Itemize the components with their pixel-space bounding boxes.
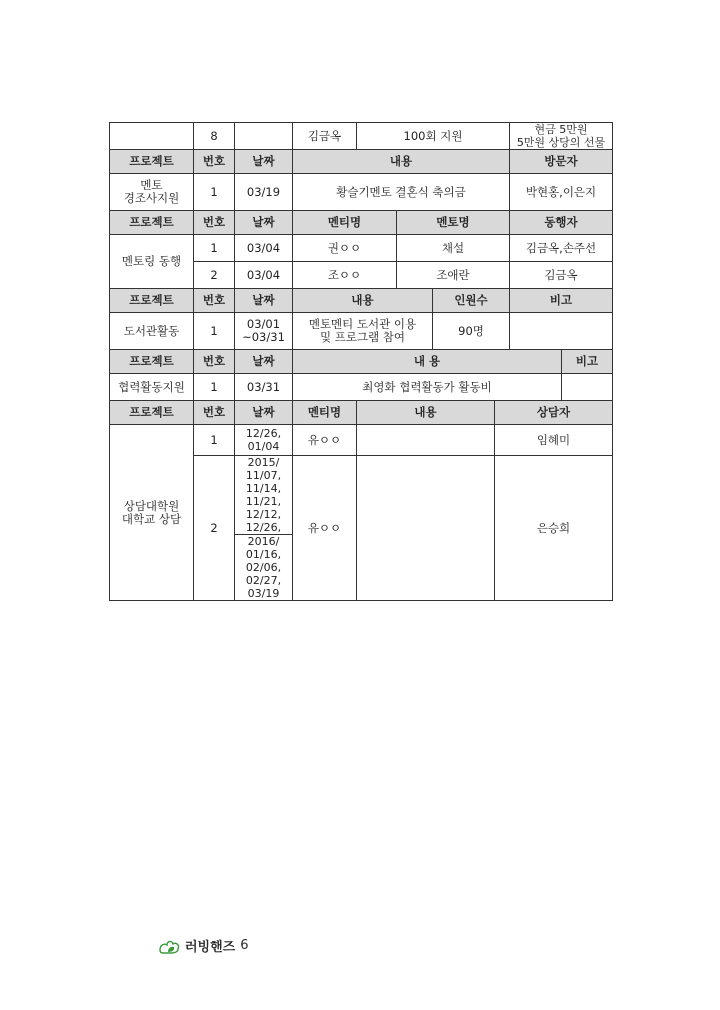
library-content-line1: 멘토멘티 도서관 이용 bbox=[308, 317, 417, 331]
counseling-dates-2015 bbox=[235, 456, 293, 535]
counseling-date-line: 12/26, bbox=[245, 521, 282, 534]
mentoring-project: 멘토링 동행 bbox=[110, 235, 194, 289]
cooperation-row bbox=[110, 374, 613, 401]
page-footer bbox=[158, 936, 249, 955]
mentoring-mentor: 채설 bbox=[397, 235, 510, 262]
header-no: 번호 bbox=[194, 350, 235, 374]
header-project: 프로젝트 bbox=[110, 150, 194, 174]
counseling-mentee: 유ㅇㅇ bbox=[293, 425, 357, 456]
header-row-cooperation bbox=[110, 350, 613, 374]
header-headcount: 인원수 bbox=[433, 289, 510, 313]
library-content-line2: 및 프로그램 참여 bbox=[319, 330, 406, 344]
mentoring-row-1 bbox=[110, 235, 613, 262]
header-date: 날짜 bbox=[235, 350, 293, 374]
cooperation-project: 협력활동지원 bbox=[110, 374, 194, 401]
support-no: 1 bbox=[194, 174, 235, 211]
mentoring-mentor: 조애란 bbox=[397, 262, 510, 289]
header-date: 날짜 bbox=[235, 150, 293, 174]
footer-brand: 러빙핸즈 bbox=[185, 940, 236, 955]
header-row-mentoring bbox=[110, 211, 613, 235]
top-row bbox=[110, 123, 613, 150]
top-note-line2: 5만원 상당의 선물 bbox=[516, 136, 606, 149]
header-mentee: 멘티명 bbox=[293, 211, 397, 235]
mentoring-mentee: 권ㅇㅇ bbox=[293, 235, 397, 262]
counseling-content bbox=[357, 456, 495, 601]
counseling-date-line: 11/07, bbox=[245, 469, 282, 482]
counseling-date-line: 12/12, bbox=[245, 508, 282, 521]
mentoring-mentee: 조ㅇㅇ bbox=[293, 262, 397, 289]
counseling-date-line: 11/14, bbox=[245, 482, 282, 495]
header-project: 프로젝트 bbox=[110, 211, 194, 235]
support-row bbox=[110, 174, 613, 211]
cooperation-content: 최영화 협력활동가 활동비 bbox=[293, 374, 562, 401]
support-project bbox=[110, 174, 194, 211]
header-note: 비고 bbox=[510, 289, 613, 313]
library-date bbox=[235, 313, 293, 350]
mentoring-date: 03/04 bbox=[235, 235, 293, 262]
mentoring-companion: 김금옥,손주선 bbox=[510, 235, 613, 262]
library-date-line1: 03/01 bbox=[246, 317, 281, 331]
top-no: 8 bbox=[194, 123, 235, 150]
counseling-no: 2 bbox=[194, 456, 235, 601]
header-no: 번호 bbox=[194, 289, 235, 313]
library-no: 1 bbox=[194, 313, 235, 350]
header-date: 날짜 bbox=[235, 401, 293, 425]
counseling-dates-2016 bbox=[235, 535, 293, 601]
counseling-dates bbox=[235, 425, 293, 456]
header-mentee: 멘티명 bbox=[293, 401, 357, 425]
library-headcount: 90명 bbox=[433, 313, 510, 350]
header-project: 프로젝트 bbox=[110, 401, 194, 425]
counseling-date-line: 02/06, bbox=[245, 561, 282, 574]
counseling-date-line: 2016/ bbox=[247, 535, 280, 548]
header-row-counseling bbox=[110, 401, 613, 425]
counseling-date-line: 2015/ bbox=[247, 456, 280, 469]
library-date-line2: ~03/31 bbox=[242, 330, 285, 344]
top-date bbox=[235, 123, 293, 150]
counseling-project-line1: 상담대학원 bbox=[123, 498, 180, 513]
counseling-project bbox=[110, 425, 194, 601]
support-visitor: 박현홍,이은지 bbox=[510, 174, 613, 211]
header-content: 내용 bbox=[293, 150, 510, 174]
top-person: 김금옥 bbox=[293, 123, 357, 150]
header-mentor: 멘토명 bbox=[397, 211, 510, 235]
counseling-project-line2: 대학교 상담 bbox=[121, 511, 182, 526]
mentoring-companion: 김금옥 bbox=[510, 262, 613, 289]
counseling-no: 1 bbox=[194, 425, 235, 456]
counseling-mentee: 유ㅇㅇ bbox=[293, 456, 357, 601]
support-content: 황슬기멘토 결혼식 축의금 bbox=[293, 174, 510, 211]
header-no: 번호 bbox=[194, 401, 235, 425]
header-companion: 동행자 bbox=[510, 211, 613, 235]
header-row-library bbox=[110, 289, 613, 313]
library-content bbox=[293, 313, 433, 350]
counseling-date-line: 02/27, bbox=[245, 574, 282, 587]
header-content-spaced: 내 용 bbox=[293, 350, 562, 374]
page-number: 6 bbox=[240, 938, 249, 953]
header-date: 날짜 bbox=[235, 211, 293, 235]
header-visitor: 방문자 bbox=[510, 150, 613, 174]
counseling-counselor: 임혜미 bbox=[495, 425, 613, 456]
top-content: 100회 지원 bbox=[357, 123, 510, 150]
cooperation-no: 1 bbox=[194, 374, 235, 401]
counseling-date-line: 12/26, bbox=[245, 427, 282, 440]
header-no: 번호 bbox=[194, 150, 235, 174]
header-date: 날짜 bbox=[235, 289, 293, 313]
counseling-date-line: 11/21, bbox=[245, 495, 282, 508]
header-content: 내용 bbox=[357, 401, 495, 425]
mentoring-no: 2 bbox=[194, 262, 235, 289]
counseling-counselor: 은승희 bbox=[495, 456, 613, 601]
top-note bbox=[510, 123, 613, 150]
support-project-line1: 멘토 bbox=[140, 178, 163, 192]
header-project: 프로젝트 bbox=[110, 350, 194, 374]
header-no: 번호 bbox=[194, 211, 235, 235]
counseling-date-line: 01/04 bbox=[247, 440, 280, 453]
counseling-content bbox=[357, 425, 495, 456]
top-project-cell bbox=[110, 123, 194, 150]
support-date: 03/19 bbox=[235, 174, 293, 211]
header-note: 비고 bbox=[562, 350, 613, 374]
support-project-line2: 경조사지원 bbox=[123, 191, 180, 205]
top-note-line1: 현금 5만원 bbox=[534, 123, 588, 136]
counseling-date-line: 01/16, bbox=[245, 548, 282, 561]
library-note bbox=[510, 313, 613, 350]
header-project: 프로젝트 bbox=[110, 289, 194, 313]
header-content: 내용 bbox=[293, 289, 433, 313]
library-row bbox=[110, 313, 613, 350]
mentoring-date: 03/04 bbox=[235, 262, 293, 289]
counseling-row-1 bbox=[110, 425, 613, 456]
cooperation-note bbox=[562, 374, 613, 401]
mentoring-no: 1 bbox=[194, 235, 235, 262]
activity-table bbox=[109, 122, 613, 601]
counseling-date-line: 03/19 bbox=[247, 587, 280, 600]
cooperation-date: 03/31 bbox=[235, 374, 293, 401]
library-project: 도서관활동 bbox=[110, 313, 194, 350]
header-row-support bbox=[110, 150, 613, 174]
header-counselor: 상담자 bbox=[495, 401, 613, 425]
hands-leaf-logo-icon bbox=[158, 937, 182, 955]
